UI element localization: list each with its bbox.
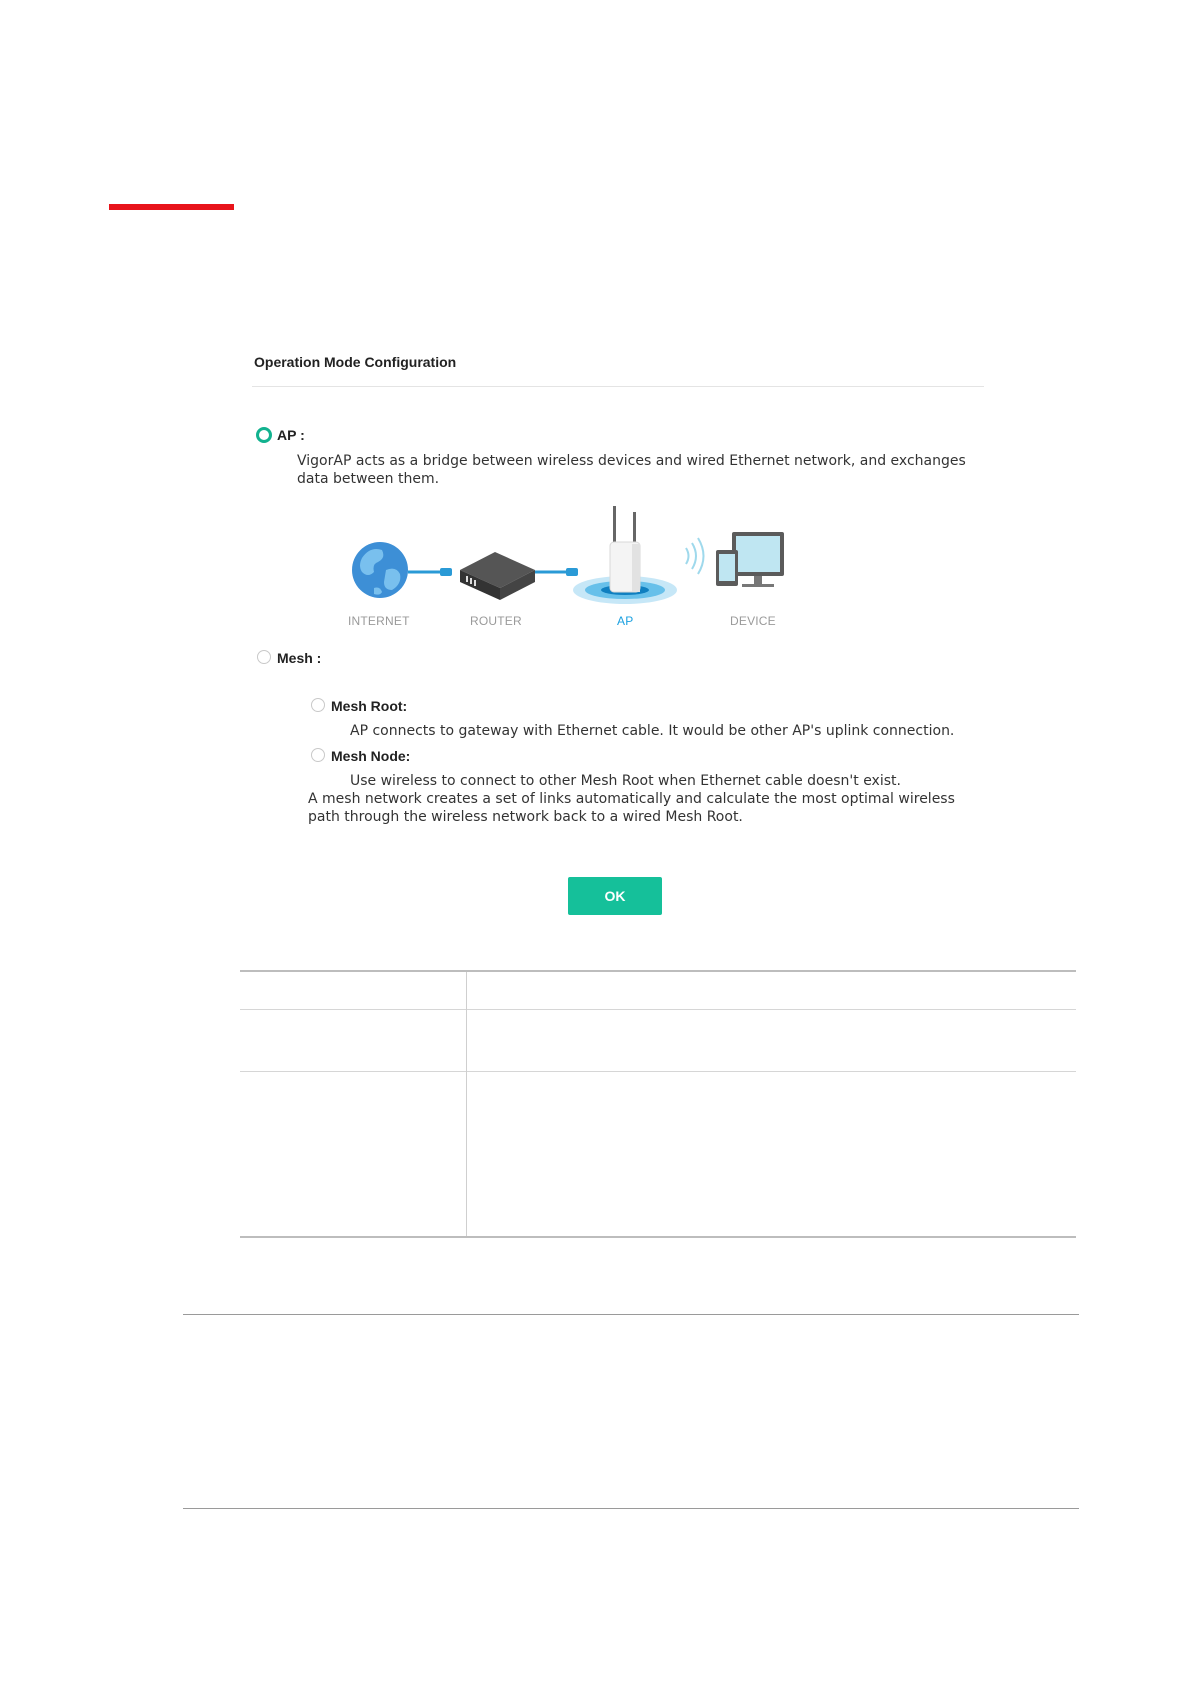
ap-radio[interactable]: [256, 427, 272, 443]
mesh-radio[interactable]: [257, 650, 271, 664]
mesh-node-radio[interactable]: [311, 748, 325, 762]
device-icon: [716, 532, 784, 587]
diagram-label-internet: INTERNET: [348, 614, 410, 628]
ap-description-line2: data between them.: [297, 471, 440, 487]
access-point-icon: [573, 506, 677, 604]
table-top-border: [240, 970, 1076, 972]
cable-icon: [408, 568, 452, 576]
mesh-root-label: Mesh Root:: [331, 698, 408, 714]
globe-icon: [352, 542, 408, 598]
ap-label: AP :: [277, 427, 305, 443]
diagram-label-router: ROUTER: [470, 614, 522, 628]
panel-title: Operation Mode Configuration: [254, 354, 457, 370]
ok-button[interactable]: OK: [568, 877, 662, 915]
table-bottom-border: [240, 1236, 1076, 1238]
mesh-root-radio[interactable]: [311, 698, 325, 712]
table-row-divider: [240, 1009, 1076, 1010]
ap-description-line1: VigorAP acts as a bridge between wireless devices and wired Ethernet network, and exchanges: [297, 453, 966, 469]
diagram-label-device: DEVICE: [730, 614, 776, 628]
table-row-divider: [240, 1071, 1076, 1072]
router-icon: [460, 552, 535, 600]
table-column-divider: [466, 972, 467, 1236]
mesh-node-description: Use wireless to connect to other Mesh Root when Ethernet cable doesn't exist.: [350, 773, 901, 789]
cable-icon: [535, 568, 578, 576]
mesh-label: Mesh :: [277, 650, 322, 666]
note-box-top-rule: [183, 1314, 1079, 1315]
mesh-root-description: AP connects to gateway with Ethernet cable. It would be other AP's uplink connection.: [350, 723, 955, 739]
mesh-node-label: Mesh Node:: [331, 748, 411, 764]
mesh-note-line2: path through the wireless network back to a wired Mesh Root.: [308, 809, 743, 825]
panel-divider: [252, 386, 984, 387]
header-accent-bar: [109, 204, 234, 210]
diagram-label-ap: AP: [617, 614, 634, 628]
wifi-signal-icon: [686, 538, 704, 574]
note-box-bottom-rule: [183, 1508, 1079, 1509]
mesh-note-line1: A mesh network creates a set of links automatically and calculate the most optimal wireless: [308, 791, 955, 807]
description-table: [240, 970, 1076, 1240]
